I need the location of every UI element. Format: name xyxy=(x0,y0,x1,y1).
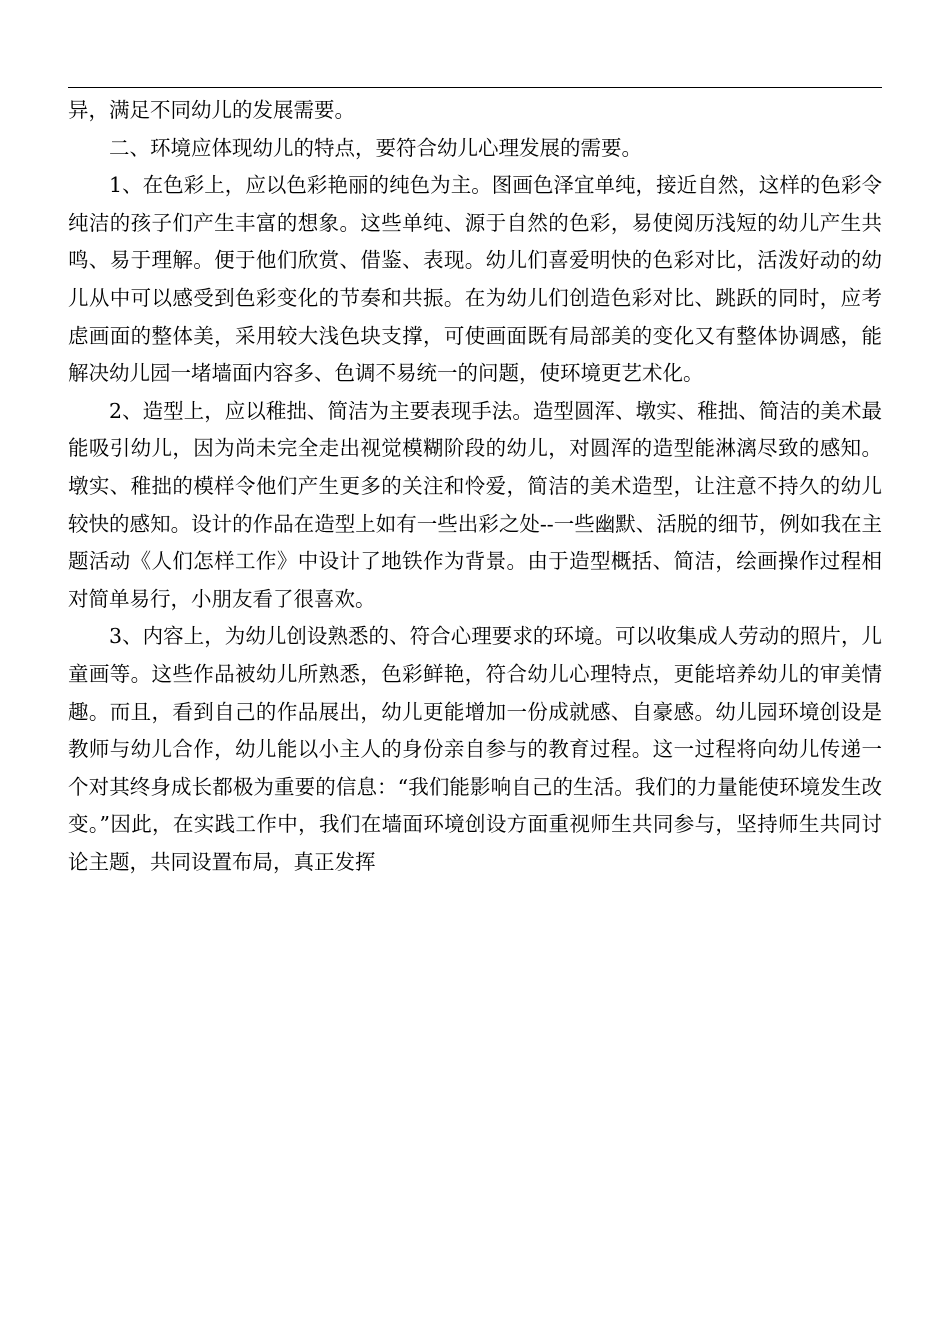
paragraph-continuation: 异，满足不同幼儿的发展需要。 xyxy=(68,98,355,122)
paragraph-shape: 2、造型上，应以稚拙、简洁为主要表现手法。造型圆浑、墩实、稚拙、简洁的美术最能吸引幼儿，因为尚未完全走出视觉模糊阶段的幼儿，对圆浑的造型能淋漓尽致的感知。墩实、稚拙的模样令他们产生更多的关注和怜爱，简洁的美术造型，让注意不持久的幼儿较快的感知。设计的作品在造型上如有一些出彩之处--一些幽默、活脱的细节，例如我在主题活动《人们怎样工作》中设计了地铁作为背景。由于造型概括、简洁，绘画操作过程相对简单易行，小朋友看了很喜欢。 xyxy=(68,398,882,611)
document-body xyxy=(68,92,882,881)
paragraph-color: 1、在色彩上，应以色彩艳丽的纯色为主。图画色泽宜单纯，接近自然，这样的色彩令纯洁的孩子们产生丰富的想象。这些单纯、源于自然的色彩，易使阅历浅短的幼儿产生共鸣、易于理解。便于他们欣赏、借鉴、表现。幼儿们喜爱明快的色彩对比，活泼好动的幼儿从中可以感受到色彩变化的节奏和共振。在为幼儿们创造色彩对比、跳跃的同时，应考虑画面的整体美，采用较大浅色块支撑，可使画面既有局部美的变化又有整体协调感，能解决幼儿园一堵墙面内容多、色调不易统一的问题，使环境更艺术化。 xyxy=(68,173,882,386)
header-rule xyxy=(68,87,882,88)
paragraph-content: 3、内容上，为幼儿创设熟悉的、符合心理要求的环境。可以收集成人劳动的照片，儿童画等。这些作品被幼儿所熟悉，色彩鲜艳，符合幼儿心理特点，更能培养幼儿的审美情趣。而且，看到自己的作品展出，幼儿更能增加一份成就感、自豪感。幼儿园环境创设是教师与幼儿合作，幼儿能以小主人的身份亲自参与的教育过程。这一过程将向幼儿传递一个对其终身成长都极为重要的信息：“我们能影响自己的生活。我们的力量能使环境发生改变。”因此，在实践工作中，我们在墙面环境创设方面重视师生共同参与，坚持师生共同讨论主题，共同设置布局，真正发挥 xyxy=(68,624,882,874)
section-heading-2: 二、环境应体现幼儿的特点，要符合幼儿心理发展的需要。 xyxy=(109,135,642,160)
